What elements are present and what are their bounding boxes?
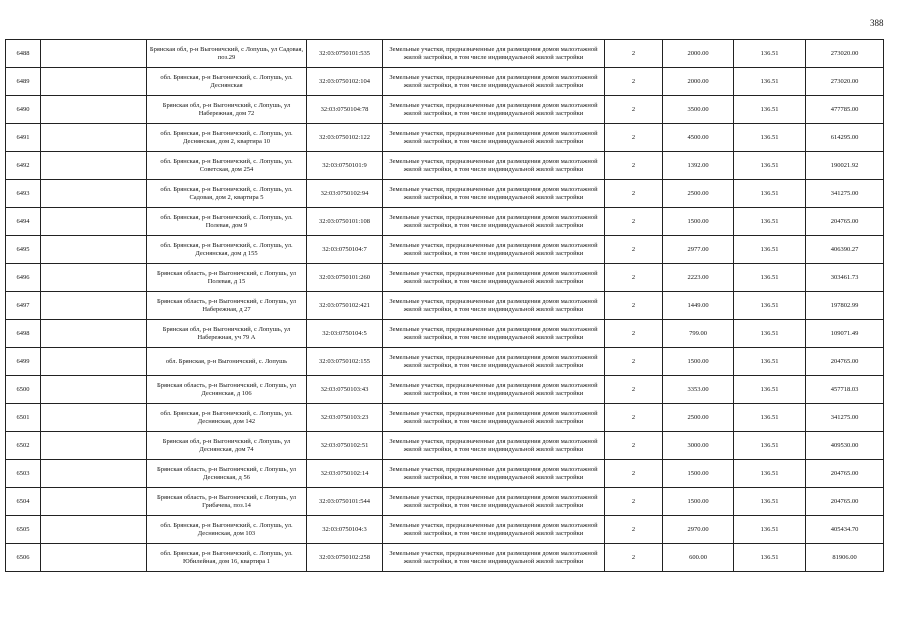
address-cell: обл. Брянская, р-н Выгоничский, с. Лопушь, ул. Деснянская, дом д 155	[147, 236, 307, 264]
area-cell: 600.00	[663, 544, 734, 572]
table-row	[6, 124, 884, 152]
area-cell: 2970.00	[663, 516, 734, 544]
category-cell: 2	[605, 488, 663, 516]
category-cell: 2	[605, 40, 663, 68]
category-cell: 2	[605, 124, 663, 152]
address-cell: обл. Брянская, р-н Выгоничский, с. Лопушь	[147, 348, 307, 376]
address-cell: Брянская обл, р-н Выгоничский, с Лопушь, ул Садовая, поз.29	[147, 40, 307, 68]
cadastral-number-cell: 32:03:0750102:421	[307, 292, 383, 320]
area-cell: 4500.00	[663, 124, 734, 152]
table-row	[6, 208, 884, 236]
cadastral-number-cell: 32:03:0750101:535	[307, 40, 383, 68]
table-row	[6, 180, 884, 208]
table-row	[6, 432, 884, 460]
category-cell: 2	[605, 320, 663, 348]
blank-cell	[41, 124, 147, 152]
address-cell: обл. Брянская, р-н Выгоничский, с. Лопушь, ул. Деснянская, дом 142	[147, 404, 307, 432]
rate-cell: 136.51	[734, 236, 806, 264]
area-cell: 1500.00	[663, 348, 734, 376]
area-cell: 2223.00	[663, 264, 734, 292]
cadastral-number-cell: 32:03:0750102:51	[307, 432, 383, 460]
row-number: 6498	[6, 320, 41, 348]
area-cell: 3500.00	[663, 96, 734, 124]
address-cell: обл. Брянская, р-н Выгоничский, с. Лопушь, ул. Садовая, дом 2, квартира 5	[147, 180, 307, 208]
row-number: 6502	[6, 432, 41, 460]
cadastral-value-cell: 406390.27	[806, 236, 884, 264]
land-use-cell: Земельные участки, предназначенные для размещения домов малоэтажной жилой застройки, в том числе индивидуальной жилой застройки	[383, 208, 605, 236]
rate-cell: 136.51	[734, 124, 806, 152]
rate-cell: 136.51	[734, 152, 806, 180]
land-use-cell: Земельные участки, предназначенные для размещения домов малоэтажной жилой застройки, в том числе индивидуальной жилой застройки	[383, 68, 605, 96]
address-cell: Брянская область, р-н Выгоничский, с Лопушь, ул Деснянская, д 56	[147, 460, 307, 488]
land-use-cell: Земельные участки, предназначенные для размещения домов малоэтажной жилой застройки, в том числе индивидуальной жилой застройки	[383, 96, 605, 124]
blank-cell	[41, 432, 147, 460]
cadastral-value-cell: 190021.92	[806, 152, 884, 180]
cadastral-value-cell: 204765.00	[806, 208, 884, 236]
table-row	[6, 488, 884, 516]
cadastral-value-cell: 204765.00	[806, 488, 884, 516]
row-number: 6501	[6, 404, 41, 432]
cadastral-value-cell: 204765.00	[806, 460, 884, 488]
row-number: 6504	[6, 488, 41, 516]
cadastral-number-cell: 32:03:0750103:43	[307, 376, 383, 404]
cadastral-value-cell: 341275.00	[806, 180, 884, 208]
blank-cell	[41, 292, 147, 320]
blank-cell	[41, 348, 147, 376]
address-cell: Брянская обл, р-н Выгоничский, с Лопушь, ул Набережная, уч 79 А	[147, 320, 307, 348]
cadastral-number-cell: 32:03:0750104:3	[307, 516, 383, 544]
category-cell: 2	[605, 180, 663, 208]
cadastral-value-cell: 614295.00	[806, 124, 884, 152]
address-cell: обл. Брянская, р-н Выгоничский, с. Лопушь, ул. Деснянская	[147, 68, 307, 96]
rate-cell: 136.51	[734, 264, 806, 292]
row-number: 6496	[6, 264, 41, 292]
row-number: 6491	[6, 124, 41, 152]
address-cell: обл. Брянская, р-н Выгоничский, с. Лопушь, ул. Деснянская, дом 103	[147, 516, 307, 544]
area-cell: 1500.00	[663, 208, 734, 236]
cadastral-number-cell: 32:03:0750101:9	[307, 152, 383, 180]
area-cell: 1500.00	[663, 460, 734, 488]
row-number: 6503	[6, 460, 41, 488]
blank-cell	[41, 152, 147, 180]
cadastral-value-cell: 303461.73	[806, 264, 884, 292]
table-row	[6, 152, 884, 180]
land-use-cell: Земельные участки, предназначенные для размещения домов малоэтажной жилой застройки, в том числе индивидуальной жилой застройки	[383, 460, 605, 488]
cadastral-value-cell: 273020.00	[806, 68, 884, 96]
row-number: 6494	[6, 208, 41, 236]
rate-cell: 136.51	[734, 96, 806, 124]
row-number: 6495	[6, 236, 41, 264]
rate-cell: 136.51	[734, 460, 806, 488]
category-cell: 2	[605, 544, 663, 572]
row-number: 6499	[6, 348, 41, 376]
category-cell: 2	[605, 292, 663, 320]
table-row	[6, 544, 884, 572]
category-cell: 2	[605, 208, 663, 236]
rate-cell: 136.51	[734, 68, 806, 96]
blank-cell	[41, 96, 147, 124]
blank-cell	[41, 264, 147, 292]
address-cell: обл. Брянская, р-н Выгоничский, с. Лопушь, ул. Деснянская, дом 2, квартира 10	[147, 124, 307, 152]
category-cell: 2	[605, 264, 663, 292]
land-use-cell: Земельные участки, предназначенные для размещения домов малоэтажной жилой застройки, в том числе индивидуальной жилой застройки	[383, 348, 605, 376]
category-cell: 2	[605, 460, 663, 488]
category-cell: 2	[605, 376, 663, 404]
cadastral-number-cell: 32:03:0750102:155	[307, 348, 383, 376]
address-cell: обл. Брянская, р-н Выгоничский, с. Лопушь, ул. Юбилейная, дом 16, квартира 1	[147, 544, 307, 572]
rate-cell: 136.51	[734, 348, 806, 376]
rate-cell: 136.51	[734, 404, 806, 432]
land-use-cell: Земельные участки, предназначенные для размещения домов малоэтажной жилой застройки, в том числе индивидуальной жилой застройки	[383, 152, 605, 180]
cadastral-number-cell: 32:03:0750101:260	[307, 264, 383, 292]
cadastral-value-cell: 204765.00	[806, 348, 884, 376]
blank-cell	[41, 460, 147, 488]
address-cell: Брянская область, р-н Выгоничский, с Лопушь, ул Набережная, д 27	[147, 292, 307, 320]
row-number: 6500	[6, 376, 41, 404]
table-row	[6, 236, 884, 264]
row-number: 6506	[6, 544, 41, 572]
table-row	[6, 68, 884, 96]
page-number: 388	[870, 18, 884, 28]
area-cell: 2977.00	[663, 236, 734, 264]
cadastral-value-cell: 341275.00	[806, 404, 884, 432]
rate-cell: 136.51	[734, 320, 806, 348]
land-use-cell: Земельные участки, предназначенные для размещения домов малоэтажной жилой застройки, в том числе индивидуальной жилой застройки	[383, 292, 605, 320]
category-cell: 2	[605, 152, 663, 180]
blank-cell	[41, 236, 147, 264]
row-number: 6490	[6, 96, 41, 124]
cadastral-number-cell: 32:03:0750101:108	[307, 208, 383, 236]
category-cell: 2	[605, 236, 663, 264]
cadastral-value-cell: 109071.49	[806, 320, 884, 348]
cadastral-number-cell: 32:03:0750102:94	[307, 180, 383, 208]
cadastral-number-cell: 32:03:0750102:122	[307, 124, 383, 152]
area-cell: 3353.00	[663, 376, 734, 404]
land-use-cell: Земельные участки, предназначенные для размещения домов малоэтажной жилой застройки, в том числе индивидуальной жилой застройки	[383, 320, 605, 348]
land-use-cell: Земельные участки, предназначенные для размещения домов малоэтажной жилой застройки, в том числе индивидуальной жилой застройки	[383, 124, 605, 152]
cadastral-number-cell: 32:03:0750104:7	[307, 236, 383, 264]
address-cell: Брянская область, р-н Выгоничский, с Лопушь, ул Полевая, д 15	[147, 264, 307, 292]
cadastral-number-cell: 32:03:0750102:104	[307, 68, 383, 96]
cadastral-number-cell: 32:03:0750103:23	[307, 404, 383, 432]
cadastral-number-cell: 32:03:0750104:5	[307, 320, 383, 348]
category-cell: 2	[605, 68, 663, 96]
table-row	[6, 516, 884, 544]
table-row	[6, 292, 884, 320]
rate-cell: 136.51	[734, 292, 806, 320]
area-cell: 2000.00	[663, 68, 734, 96]
land-use-cell: Земельные участки, предназначенные для размещения домов малоэтажной жилой застройки, в том числе индивидуальной жилой застройки	[383, 404, 605, 432]
blank-cell	[41, 404, 147, 432]
rate-cell: 136.51	[734, 488, 806, 516]
address-cell: Брянская обл, р-н Выгоничский, с Лопушь, ул Набережная, дом 72	[147, 96, 307, 124]
cadastral-number-cell: 32:03:0750101:544	[307, 488, 383, 516]
row-number: 6505	[6, 516, 41, 544]
category-cell: 2	[605, 404, 663, 432]
rate-cell: 136.51	[734, 544, 806, 572]
cadastral-number-cell: 32:03:0750102:14	[307, 460, 383, 488]
category-cell: 2	[605, 96, 663, 124]
rate-cell: 136.51	[734, 180, 806, 208]
table-row	[6, 376, 884, 404]
cadastral-number-cell: 32:03:0750104:78	[307, 96, 383, 124]
area-cell: 1500.00	[663, 488, 734, 516]
blank-cell	[41, 180, 147, 208]
table-row	[6, 460, 884, 488]
blank-cell	[41, 516, 147, 544]
cadastral-number-cell: 32:03:0750102:258	[307, 544, 383, 572]
area-cell: 1449.00	[663, 292, 734, 320]
land-use-cell: Земельные участки, предназначенные для размещения домов малоэтажной жилой застройки, в том числе индивидуальной жилой застройки	[383, 40, 605, 68]
cadastral-value-cell: 409530.00	[806, 432, 884, 460]
table-row	[6, 404, 884, 432]
land-registry-table	[5, 39, 884, 572]
land-use-cell: Земельные участки, предназначенные для размещения домов малоэтажной жилой застройки, в том числе индивидуальной жилой застройки	[383, 236, 605, 264]
cadastral-value-cell: 273020.00	[806, 40, 884, 68]
row-number: 6493	[6, 180, 41, 208]
cadastral-value-cell: 81906.00	[806, 544, 884, 572]
row-number: 6489	[6, 68, 41, 96]
table-row	[6, 348, 884, 376]
rate-cell: 136.51	[734, 376, 806, 404]
blank-cell	[41, 376, 147, 404]
rate-cell: 136.51	[734, 516, 806, 544]
table-row	[6, 96, 884, 124]
cadastral-value-cell: 405434.70	[806, 516, 884, 544]
rate-cell: 136.51	[734, 208, 806, 236]
cadastral-value-cell: 197802.99	[806, 292, 884, 320]
address-cell: Брянская область, р-н Выгоничский, с Лопушь, ул Грибачева, поз.14	[147, 488, 307, 516]
land-use-cell: Земельные участки, предназначенные для размещения домов малоэтажной жилой застройки, в том числе индивидуальной жилой застройки	[383, 432, 605, 460]
blank-cell	[41, 208, 147, 236]
address-cell: Брянская обл, р-н Выгоничский, с Лопушь, ул Деснянская, дом 74	[147, 432, 307, 460]
row-number: 6492	[6, 152, 41, 180]
blank-cell	[41, 68, 147, 96]
land-use-cell: Земельные участки, предназначенные для размещения домов малоэтажной жилой застройки, в том числе индивидуальной жилой застройки	[383, 544, 605, 572]
row-number: 6497	[6, 292, 41, 320]
category-cell: 2	[605, 432, 663, 460]
area-cell: 2500.00	[663, 404, 734, 432]
area-cell: 1392.00	[663, 152, 734, 180]
blank-cell	[41, 488, 147, 516]
table-row	[6, 264, 884, 292]
table-row	[6, 40, 884, 68]
row-number: 6488	[6, 40, 41, 68]
land-use-cell: Земельные участки, предназначенные для размещения домов малоэтажной жилой застройки, в том числе индивидуальной жилой застройки	[383, 376, 605, 404]
area-cell: 2000.00	[663, 40, 734, 68]
address-cell: обл. Брянская, р-н Выгоничский, с. Лопушь, ул. Советская, дом 254	[147, 152, 307, 180]
cadastral-value-cell: 477785.00	[806, 96, 884, 124]
rate-cell: 136.51	[734, 432, 806, 460]
address-cell: Брянская область, р-н Выгоничский, с Лопушь, ул Деснянская, д 106	[147, 376, 307, 404]
category-cell: 2	[605, 348, 663, 376]
land-use-cell: Земельные участки, предназначенные для размещения домов малоэтажной жилой застройки, в том числе индивидуальной жилой застройки	[383, 180, 605, 208]
area-cell: 799.00	[663, 320, 734, 348]
blank-cell	[41, 544, 147, 572]
area-cell: 3000.00	[663, 432, 734, 460]
blank-cell	[41, 40, 147, 68]
blank-cell	[41, 320, 147, 348]
land-use-cell: Земельные участки, предназначенные для размещения домов малоэтажной жилой застройки, в том числе индивидуальной жилой застройки	[383, 264, 605, 292]
land-use-cell: Земельные участки, предназначенные для размещения домов малоэтажной жилой застройки, в том числе индивидуальной жилой застройки	[383, 516, 605, 544]
address-cell: обл. Брянская, р-н Выгоничский, с. Лопушь, ул. Полевая, дом 9	[147, 208, 307, 236]
rate-cell: 136.51	[734, 40, 806, 68]
table-body	[6, 40, 884, 572]
table-row	[6, 320, 884, 348]
land-use-cell: Земельные участки, предназначенные для размещения домов малоэтажной жилой застройки, в том числе индивидуальной жилой застройки	[383, 488, 605, 516]
category-cell: 2	[605, 516, 663, 544]
cadastral-value-cell: 457718.03	[806, 376, 884, 404]
area-cell: 2500.00	[663, 180, 734, 208]
